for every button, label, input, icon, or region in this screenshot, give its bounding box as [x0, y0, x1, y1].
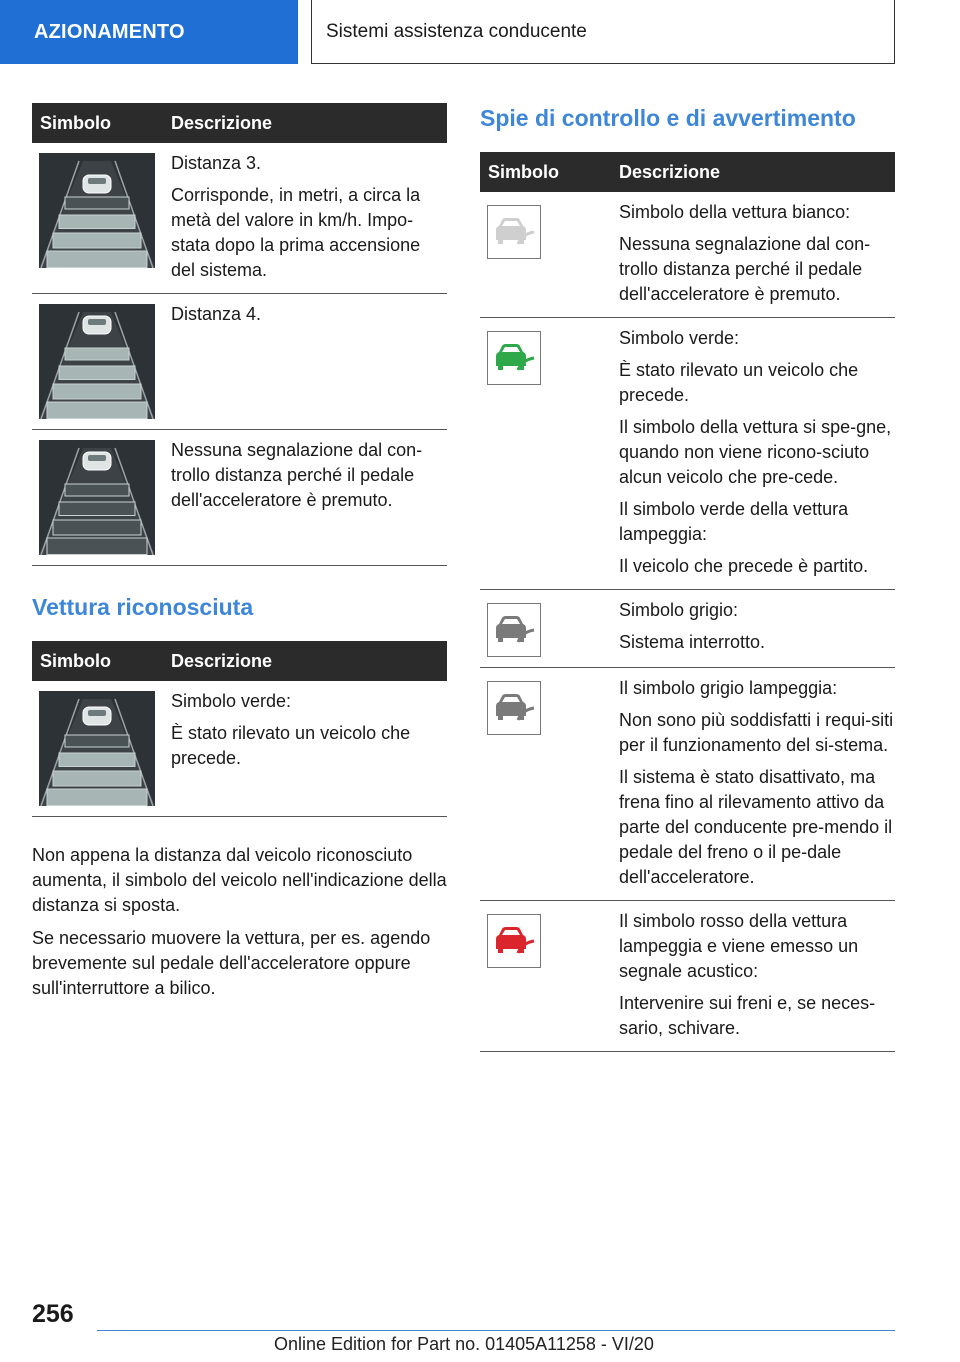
row-text: Nessuna segnalazione dal con-trollo distanza perché il pedale dell'acceleratore è premuto. [171, 440, 423, 510]
indicator-symbol-table [480, 152, 895, 1052]
row-text: Il simbolo della vettura si spe-gne, quando non viene ricono-sciuto alcun veicolo che pre-cede. [619, 417, 892, 487]
page-number: 256 [32, 1300, 74, 1328]
right-column [480, 103, 895, 1052]
row-text: Il sistema è stato disattivato, ma frena fino al rilevamento attivo da parte del conducente pre-mendo il pedale del freno o il pe-dale dell'acceleratore. [619, 767, 893, 887]
footer-divider [97, 1330, 895, 1331]
table-row [480, 668, 895, 901]
row-text: Il simbolo rosso della vettura lampeggia e viene emesso un segnale acustico: [619, 911, 859, 981]
vehicle-grey-flashing-indicator-icon [487, 681, 541, 735]
row-text: Simbolo verde: [619, 328, 740, 348]
row-text: È stato rilevato un veicolo che precede. [171, 723, 411, 768]
table-row [32, 143, 447, 294]
row-text: Il simbolo verde della vettura lampeggia: [619, 499, 849, 544]
row-text: Simbolo grigio: [619, 600, 739, 620]
section-title: Sistemi assistenza conducente [311, 0, 895, 64]
row-text: Simbolo della vettura bianco: [619, 202, 851, 222]
vehicle-white-indicator-icon [487, 205, 541, 259]
page-header [0, 0, 960, 66]
row-text: Distanza 3. [171, 153, 262, 173]
row-text: Simbolo verde: [171, 691, 292, 711]
vehicle-recognized-heading: Vettura riconosciuta [32, 594, 254, 620]
chapter-title: AZIONAMENTO [0, 0, 298, 64]
vehicle-symbol-table [32, 641, 447, 817]
row-text: Il veicolo che precede è partito. [619, 556, 869, 576]
indicator-lights-heading: Spie di controllo e di avvertimento [480, 105, 856, 131]
distance-4-display-icon [39, 304, 155, 419]
row-text: Il simbolo grigio lampeggia: [619, 678, 838, 698]
table-row [32, 294, 447, 430]
description-column-header: Descrizione [163, 641, 447, 681]
symbol-column-header: Simbolo [480, 152, 611, 192]
table-row [480, 192, 895, 318]
symbol-column-header: Simbolo [32, 641, 163, 681]
row-text: Distanza 4. [171, 304, 262, 324]
body-paragraph: Se necessario muovere la vettura, per es. agendo brevemente sul pedale dell'acceleratore oppure sull'interruttore a bilico. [32, 928, 431, 998]
row-text: Non sono più soddisfatti i requi-siti per il funzionamento del si-stema. [619, 710, 894, 755]
distance-accelerator-display-icon [39, 440, 155, 555]
left-column [32, 103, 447, 1009]
distance-symbol-table [32, 103, 447, 566]
row-text: Sistema interrotto. [619, 632, 766, 652]
vehicle-red-indicator-icon [487, 914, 541, 968]
table-row [480, 901, 895, 1052]
distance-3-display-icon [39, 153, 155, 268]
row-text: Intervenire sui freni e, se neces-sario, schivare. [619, 993, 876, 1038]
table-row [480, 590, 895, 668]
row-text: Nessuna segnalazione dal con-trollo distanza perché il pedale dell'acceleratore è premuto. [619, 234, 871, 304]
table-row [32, 430, 447, 566]
row-text: Corrisponde, in metri, a circa la metà del valore in km/h. Impo-stata dopo la prima accensione del sistema. [171, 185, 421, 280]
vehicle-green-indicator-icon [487, 331, 541, 385]
description-column-header: Descrizione [163, 103, 447, 143]
symbol-column-header: Simbolo [32, 103, 163, 143]
description-column-header: Descrizione [611, 152, 895, 192]
table-row [480, 318, 895, 590]
vehicle-detected-display-icon [39, 691, 155, 806]
edition-note: Online Edition for Part no. 01405A11258 - VI/20 [274, 1334, 654, 1354]
vehicle-grey-indicator-icon [487, 603, 541, 657]
body-paragraph: Non appena la distanza dal veicolo riconosciuto aumenta, il simbolo del veicolo nell'indicazione della distanza si sposta. [32, 845, 447, 915]
table-row [32, 681, 447, 817]
row-text: È stato rilevato un veicolo che precede. [619, 360, 859, 405]
